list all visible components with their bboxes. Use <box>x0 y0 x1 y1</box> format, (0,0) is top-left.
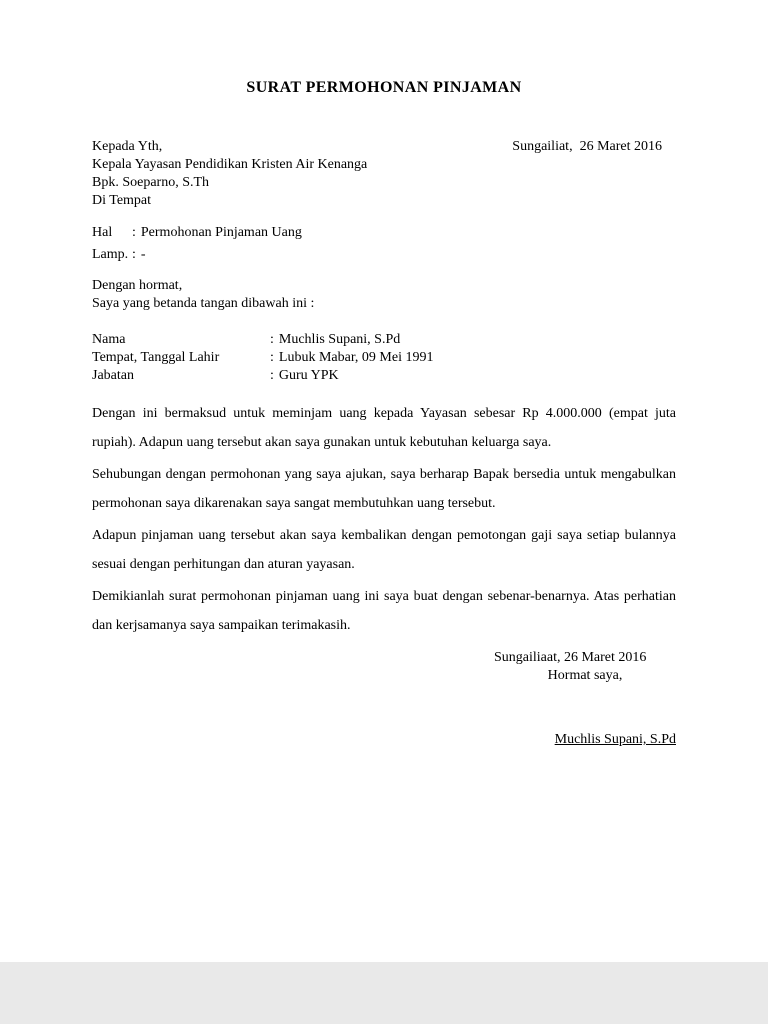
recipient-line: Kepala Yayasan Pendidikan Kristen Air Kenanga <box>92 157 368 172</box>
salutation-block <box>92 277 676 313</box>
recipient-block <box>92 138 367 210</box>
detail-separator: : <box>270 332 274 347</box>
detail-separator: : <box>270 350 274 365</box>
subject-label: Hal <box>92 225 113 240</box>
body-paragraph: Demikianlah surat permohonan pinjaman uang ini saya buat dengan sebenar-benarnya. Atas perhatian dan kerjsamanya saya sampaikan terimakasih. <box>92 589 676 633</box>
detail-label: Nama <box>92 332 126 347</box>
signature-name: Muchlis Supani, S.Pd <box>554 732 676 747</box>
recipient-line: Di Tempat <box>92 193 152 208</box>
detail-row <box>92 367 676 385</box>
detail-row <box>92 349 676 367</box>
detail-label: Tempat, Tanggal Lahir <box>92 350 220 365</box>
detail-value: Guru YPK <box>278 368 339 383</box>
recipient-line: Kepada Yth, <box>92 139 163 154</box>
subject-value: Permohonan Pinjaman Uang <box>140 225 302 240</box>
date-line: Sungailiat, 26 Maret 2016 <box>512 139 662 154</box>
subject-block <box>92 224 676 264</box>
closing-block <box>494 649 676 749</box>
detail-label: Jabatan <box>92 368 134 383</box>
subject-row <box>92 246 676 264</box>
subject-separator: : <box>132 225 136 240</box>
recipient-line: Bpk. Soeparno, S.Th <box>92 175 210 190</box>
closing-salutation: Hormat saya, <box>547 668 623 683</box>
subject-label: Lamp. <box>92 247 129 262</box>
applicant-details <box>92 331 676 385</box>
salutation-line: Saya yang betanda tangan dibawah ini : <box>92 296 315 311</box>
letter-body <box>92 399 676 640</box>
detail-value: Lubuk Mabar, 09 Mei 1991 <box>278 350 434 365</box>
letter-header <box>92 138 676 210</box>
closing-place-date: Sungailiaat, 26 Maret 2016 <box>494 650 647 665</box>
subject-value: - <box>140 247 146 262</box>
body-paragraph: Dengan ini bermaksud untuk meminjam uang kepada Yayasan sebesar Rp 4.000.000 (empat juta rupiah). Adapun uang tersebut akan saya gunakan untuk kebutuhan keluarga saya. <box>92 406 676 450</box>
subject-row <box>92 224 676 242</box>
body-paragraph: Sehubungan dengan permohonan yang saya ajukan, saya berharap Bapak bersedia untuk mengabulkan permohonan saya dikarenakan saya sangat membutuhkan uang tersebut. <box>92 467 676 511</box>
signature-space <box>494 685 676 731</box>
subject-separator: : <box>132 247 136 262</box>
letter-title: SURAT PERMOHONAN PINJAMAN <box>246 79 522 96</box>
detail-value: Muchlis Supani, S.Pd <box>278 332 401 347</box>
body-paragraph: Adapun pinjaman uang tersebut akan saya kembalikan dengan pemotongan gaji saya setiap bulannya sesuai dengan perhitungan dan aturan yayasan. <box>92 528 676 572</box>
detail-separator: : <box>270 368 274 383</box>
salutation-line: Dengan hormat, <box>92 278 183 293</box>
detail-row <box>92 331 676 349</box>
